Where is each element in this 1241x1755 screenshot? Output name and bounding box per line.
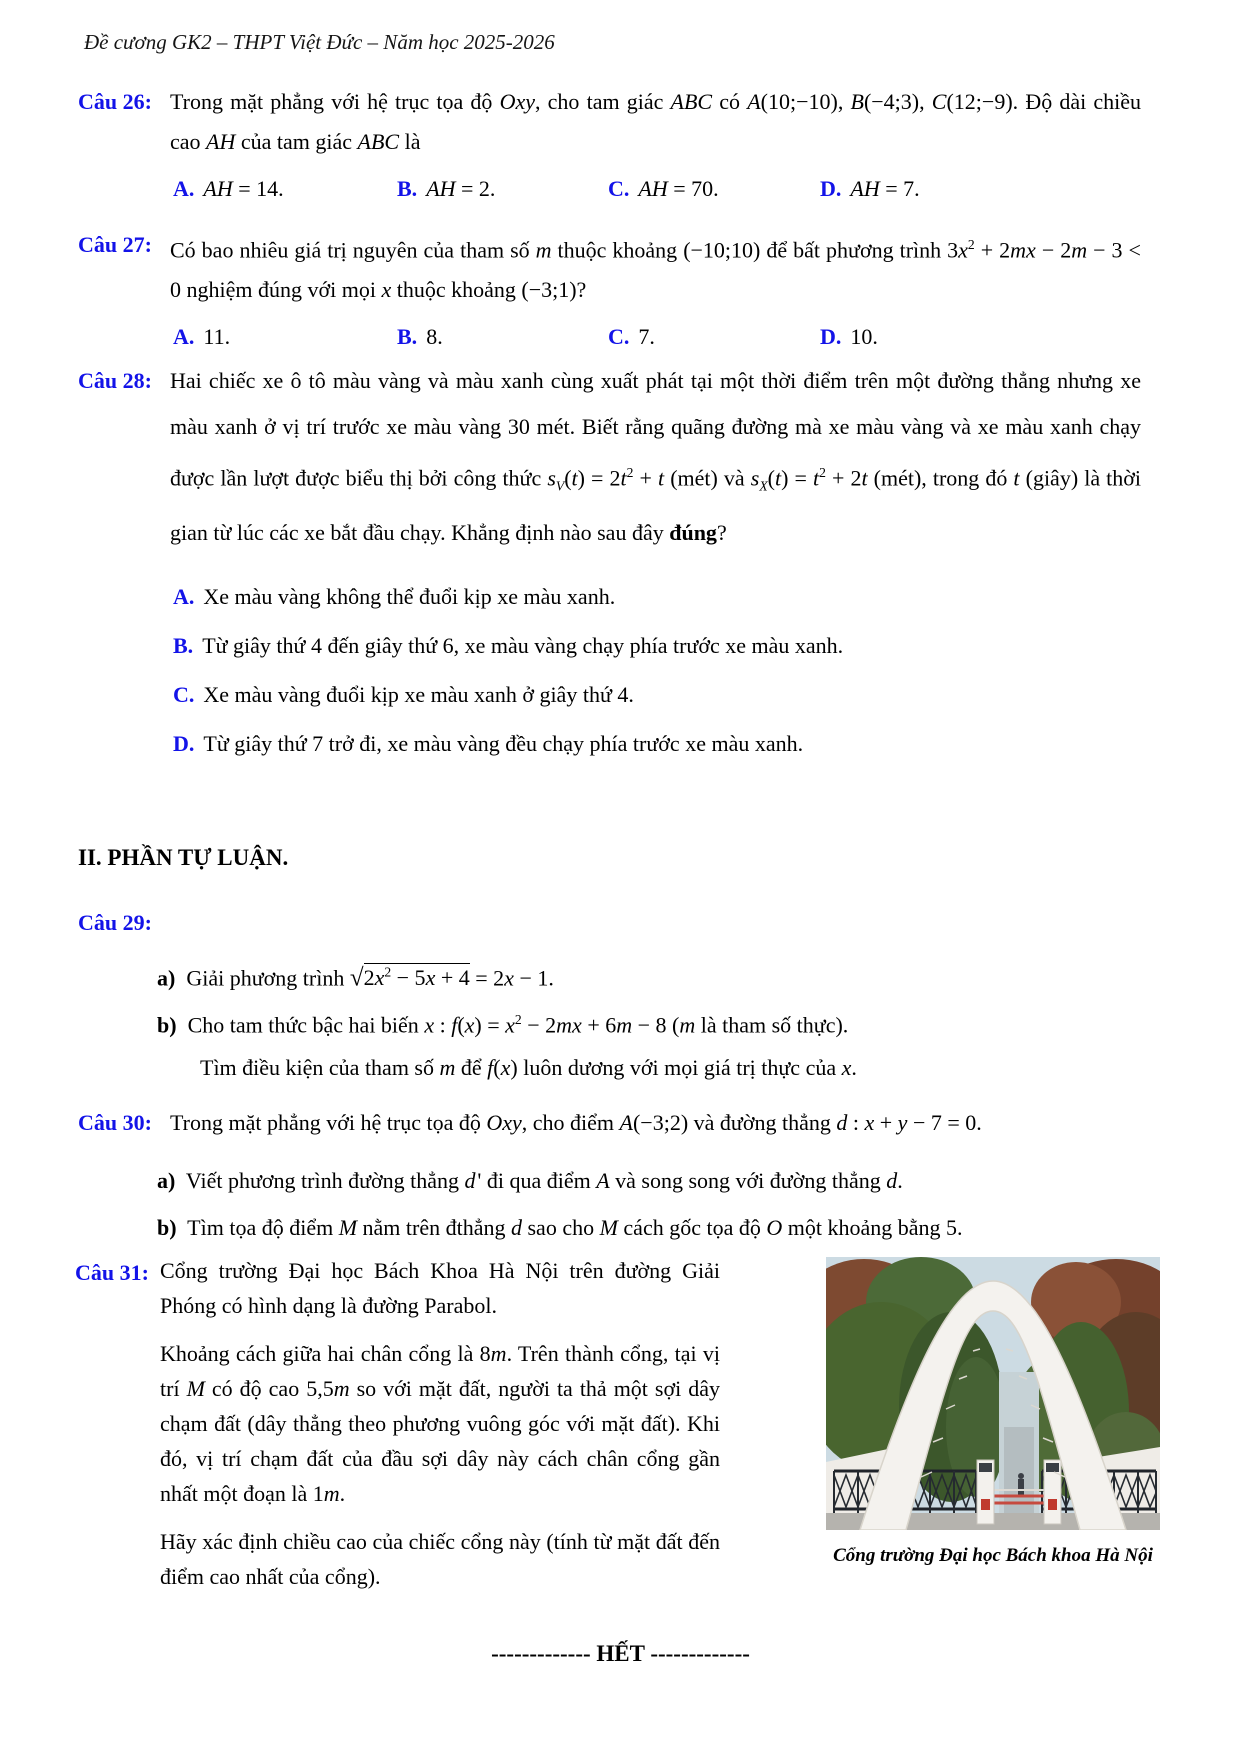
- option-b-letter: B.: [397, 324, 418, 350]
- gate-photo: [826, 1257, 1160, 1535]
- question-31-body: [160, 1253, 720, 1594]
- question-28-body: Hai chiếc xe ô tô màu vàng và màu xanh cùng xuất phát tại một thời điểm trên một đường thẳng nhưng xe màu xanh ở vị trí trước xe màu vàng 30 mét. Biết rằng quãng đường mà xe màu vàng và xe màu xanh chạy được lần lượt được biểu thị bởi công thức $s_V(t) = 2t^2 + t$ (mét) và $s_X(t) = t^2 + 2t$ (mét), trong đó t (giây) là thời gian từ lúc các xe bắt đầu chạy. Khẳng định nào sau đây đúng?: [170, 368, 1142, 545]
- question-30-part-a: a) Viết phương trình đường thẳng d ' đi qua điểm A và song song với đường thẳng d.: [157, 1168, 903, 1193]
- question-29-label: Câu 29:: [78, 910, 152, 935]
- question-29-part-b-continued: Tìm điều kiện của tham số m để f(x) luôn dương với mọi giá trị thực của x.: [200, 1054, 857, 1080]
- option-b: [397, 169, 608, 209]
- question-28: [78, 358, 1141, 768]
- question-29-part-a: a) Giải phương trình $√2x^2 - 5x + 4 = 2x - 1$.: [157, 964, 554, 992]
- option-a: [173, 169, 397, 209]
- option-a-letter: A.: [173, 583, 195, 609]
- question-26-label: Câu 26:: [78, 89, 152, 114]
- option-c-letter: C.: [608, 324, 630, 350]
- option-a-letter: A.: [173, 176, 195, 201]
- option-b-text: AH = 2.: [426, 176, 496, 201]
- option-d-text: Từ giây thứ 7 trở đi, xe màu vàng đều chạy phía trước xe màu xanh.: [203, 730, 804, 756]
- option-b-text: 8.: [426, 324, 443, 350]
- document-footer: ------------- HẾT -------------: [491, 1641, 750, 1666]
- option-c-text: 7.: [638, 324, 655, 350]
- section-2-heading: II. PHẦN TỰ LUẬN.: [78, 845, 289, 870]
- option-c-letter: C.: [608, 176, 630, 201]
- option-a-text: AH = 14.: [203, 176, 284, 201]
- option-c: [173, 670, 1141, 719]
- option-d-letter: D.: [820, 176, 842, 201]
- option-b: [173, 621, 1141, 670]
- option-d: [820, 169, 1141, 209]
- question-26-body: Trong mặt phẳng với hệ trục tọa độ Oxy, cho tam giác ABC có A(10;−10), B(−4;3), C(12;−9). Độ dài chiều cao AH của tam giác ABC là: [170, 89, 1142, 154]
- question-28-label: Câu 28:: [78, 368, 152, 393]
- option-b-text: Từ giây thứ 4 đến giây thứ 6, xe màu vàng chạy phía trước xe màu xanh.: [202, 632, 844, 658]
- option-a: [173, 572, 1141, 621]
- option-b: [397, 317, 608, 357]
- option-c-letter: C.: [173, 681, 195, 707]
- option-c-text: AH = 70.: [638, 176, 719, 201]
- question-30-label: Câu 30:: [78, 1110, 152, 1135]
- question-27-body: Có bao nhiêu giá trị nguyên của tham số m thuộc khoảng (−10;10) để bất phương trình $3x^2 + 2mx - 2m - 3 < 0$ nghiệm đúng với mọi x thuộc khoảng (−3;1)?: [170, 237, 1141, 303]
- option-d: [820, 317, 1141, 357]
- option-c-text: Xe màu vàng đuổi kịp xe màu xanh ở giây thứ 4.: [203, 681, 634, 707]
- option-b-letter: B.: [173, 632, 194, 658]
- question-30-part-b: b) Tìm tọa độ điểm M nằm trên đthẳng d sao cho M cách gốc tọa độ O một khoảng bằng 5.: [157, 1215, 963, 1240]
- question-26: [78, 82, 1141, 209]
- document-header: Đề cương GK2 – THPT Việt Đức – Năm học 2025-2026: [84, 30, 555, 54]
- option-d-text: AH = 7.: [850, 176, 920, 201]
- question-31-paragraph-2: Khoảng cách giữa hai chân cổng là 8m. Trên thành cổng, tại vị trí M có độ cao 5,5m so với mặt đất, người ta thả một sợi dây chạm đất (dây thẳng theo phương vuông góc với mặt đất). Khi đó, vị trí chạm đất của đầu sợi dây này cách chân cổng gần nhất một đoạn là 1m.: [160, 1341, 720, 1506]
- question-27: [78, 225, 1141, 357]
- question-30-body: Trong mặt phẳng với hệ trục tọa độ Oxy, cho điểm A(−3;2) và đường thẳng d : x + y − 7 = 0.: [170, 1110, 982, 1135]
- question-27-label: Câu 27:: [78, 232, 152, 257]
- option-a: [173, 317, 397, 357]
- question-31: [75, 1253, 1175, 1607]
- question-26-options: [173, 169, 1141, 209]
- option-a-text: 11.: [203, 324, 231, 350]
- option-d-text: 10.: [850, 324, 878, 350]
- question-31-label: Câu 31:: [75, 1260, 149, 1285]
- question-29-part-b: b) Cho tam thức bậc hai biến x : $f(x) = x^2 - 2mx + 6m - 8$ (m là tham số thực).: [157, 1012, 849, 1038]
- option-a-text: Xe màu vàng không thể đuổi kịp xe màu xanh.: [203, 583, 616, 609]
- option-c: [608, 169, 820, 209]
- question-31-paragraph-1: Cổng trường Đại học Bách Khoa Hà Nội trên đường Giải Phóng có hình dạng là đường Parabol.: [160, 1258, 720, 1318]
- question-28-options: [173, 572, 1141, 768]
- option-d: [173, 719, 1141, 768]
- option-a-letter: A.: [173, 324, 195, 350]
- option-d-letter: D.: [820, 324, 842, 350]
- option-c: [608, 317, 820, 357]
- question-31-paragraph-3: Hãy xác định chiều cao của chiếc cổng này (tính từ mặt đất đến điểm cao nhất của cổng).: [160, 1529, 720, 1589]
- question-27-options: [173, 317, 1141, 357]
- option-b-letter: B.: [397, 176, 418, 201]
- option-d-letter: D.: [173, 730, 195, 756]
- photo-caption: Cổng trường Đại học Bách khoa Hà Nội: [833, 1545, 1153, 1566]
- gate-photo-illustration: [826, 1257, 1160, 1530]
- question-30: [78, 1103, 1141, 1251]
- question-29: [78, 903, 1141, 1089]
